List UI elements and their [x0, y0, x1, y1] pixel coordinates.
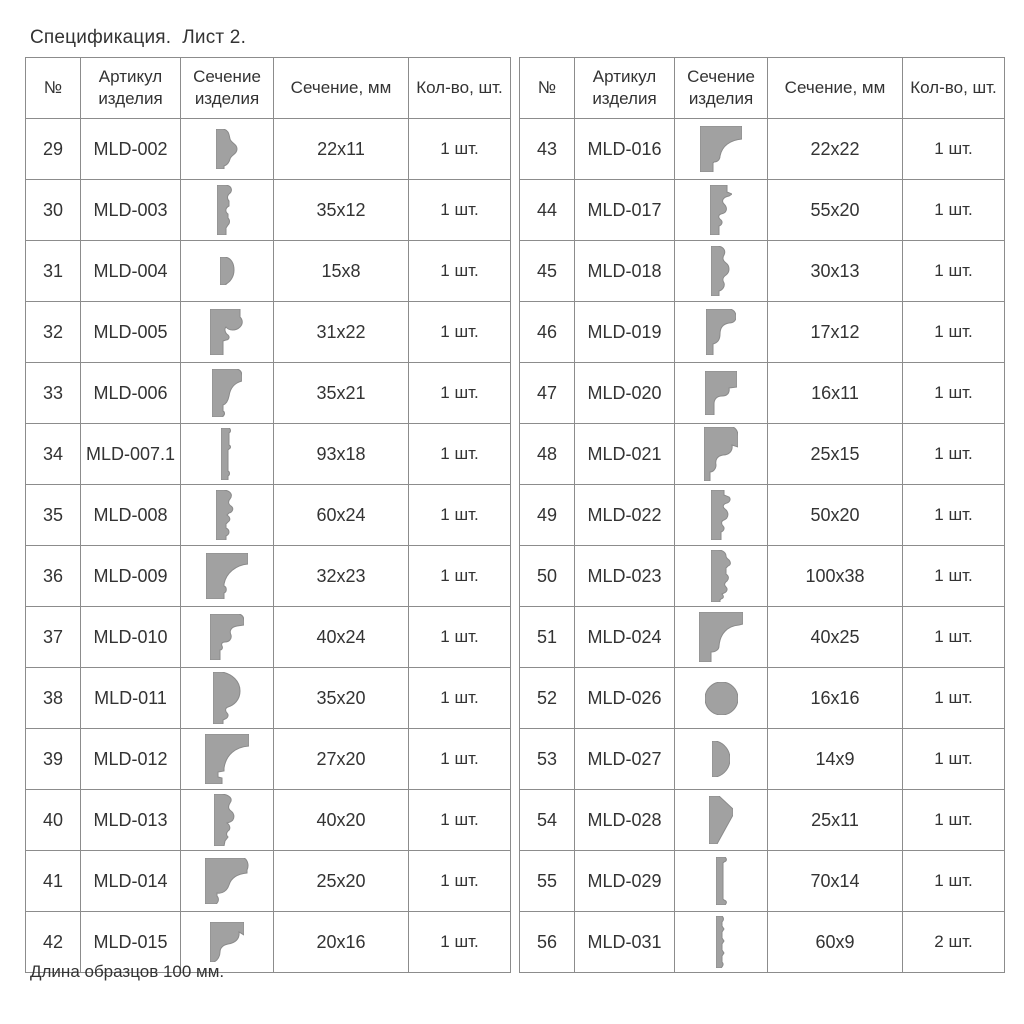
- quantity-cell: 1 шт.: [903, 851, 1005, 912]
- row-number-cell: 48: [520, 424, 575, 485]
- row-number-cell: 56: [520, 912, 575, 973]
- article-cell: MLD-011: [81, 668, 181, 729]
- row-number-cell: 53: [520, 729, 575, 790]
- table-row: [26, 668, 511, 729]
- article-cell: MLD-024: [575, 607, 675, 668]
- profile-mld-002-icon: [216, 129, 238, 169]
- article-cell: MLD-031: [575, 912, 675, 973]
- table-row: [26, 302, 511, 363]
- article-cell: MLD-026: [575, 668, 675, 729]
- profile-mld-011-icon: [213, 672, 241, 724]
- table-row: [520, 912, 1005, 973]
- article-cell: MLD-027: [575, 729, 675, 790]
- table-row: [520, 485, 1005, 546]
- section-size-cell: 20x16: [274, 912, 409, 973]
- profile-cell: [675, 241, 768, 302]
- profile-cell: [675, 485, 768, 546]
- profile-cell: [181, 668, 274, 729]
- article-cell: MLD-006: [81, 363, 181, 424]
- row-number-cell: 37: [26, 607, 81, 668]
- article-cell: MLD-005: [81, 302, 181, 363]
- profile-cell: [675, 729, 768, 790]
- table-row: [26, 607, 511, 668]
- profile-mld-028-icon: [709, 796, 733, 844]
- profile-cell: [675, 546, 768, 607]
- section-size-cell: 40x25: [768, 607, 903, 668]
- table-row: [26, 363, 511, 424]
- row-number-cell: 52: [520, 668, 575, 729]
- row-number-cell: 45: [520, 241, 575, 302]
- quantity-cell: 1 шт.: [903, 790, 1005, 851]
- section-size-cell: 25x15: [768, 424, 903, 485]
- section-size-cell: 40x20: [274, 790, 409, 851]
- profile-cell: [675, 424, 768, 485]
- quantity-cell: 1 шт.: [903, 241, 1005, 302]
- section-size-cell: 25x20: [274, 851, 409, 912]
- row-number-cell: 51: [520, 607, 575, 668]
- table-row: [26, 546, 511, 607]
- quantity-cell: 1 шт.: [409, 241, 511, 302]
- row-number-cell: 33: [26, 363, 81, 424]
- profile-mld-031-icon: [716, 916, 726, 968]
- quantity-cell: 1 шт.: [409, 607, 511, 668]
- footer-note: Длина образцов 100 мм.: [30, 962, 225, 981]
- column-header-number: №: [520, 58, 575, 119]
- profile-cell: [181, 607, 274, 668]
- table-row: [520, 363, 1005, 424]
- article-cell: MLD-023: [575, 546, 675, 607]
- profile-cell: [675, 119, 768, 180]
- row-number-cell: 30: [26, 180, 81, 241]
- article-cell: MLD-004: [81, 241, 181, 302]
- row-number-cell: 35: [26, 485, 81, 546]
- article-cell: MLD-013: [81, 790, 181, 851]
- profile-mld-026-icon: [705, 682, 738, 715]
- section-size-cell: 35x20: [274, 668, 409, 729]
- row-number-cell: 54: [520, 790, 575, 851]
- section-size-cell: 14x9: [768, 729, 903, 790]
- profile-mld-003-icon: [217, 185, 237, 235]
- quantity-cell: 1 шт.: [409, 851, 511, 912]
- section-size-cell: 35x21: [274, 363, 409, 424]
- section-size-cell: 16x11: [768, 363, 903, 424]
- table-row: [520, 546, 1005, 607]
- section-size-cell: 60x24: [274, 485, 409, 546]
- article-cell: MLD-014: [81, 851, 181, 912]
- profile-mld-024-icon: [699, 612, 743, 662]
- row-number-cell: 40: [26, 790, 81, 851]
- row-number-cell: 42: [26, 912, 81, 973]
- profile-cell: [675, 851, 768, 912]
- profile-mld-023-icon: [711, 550, 731, 602]
- profile-mld-010-icon: [210, 614, 244, 660]
- row-number-cell: 29: [26, 119, 81, 180]
- column-header-qty: Кол-во, шт.: [409, 58, 511, 119]
- quantity-cell: 1 шт.: [903, 180, 1005, 241]
- quantity-cell: 1 шт.: [409, 180, 511, 241]
- column-header-section: Сечение, мм: [768, 58, 903, 119]
- row-number-cell: 41: [26, 851, 81, 912]
- row-number-cell: 43: [520, 119, 575, 180]
- row-number-cell: 31: [26, 241, 81, 302]
- profile-cell: [181, 485, 274, 546]
- article-cell: MLD-029: [575, 851, 675, 912]
- spec-table-right: [519, 57, 1005, 973]
- table-row: [26, 729, 511, 790]
- quantity-cell: 1 шт.: [903, 485, 1005, 546]
- section-size-cell: 25x11: [768, 790, 903, 851]
- quantity-cell: 1 шт.: [409, 119, 511, 180]
- section-size-cell: 35x12: [274, 180, 409, 241]
- table-row: [520, 607, 1005, 668]
- article-cell: MLD-019: [575, 302, 675, 363]
- profile-cell: [181, 119, 274, 180]
- quantity-cell: 1 шт.: [409, 485, 511, 546]
- article-cell: MLD-012: [81, 729, 181, 790]
- quantity-cell: 1 шт.: [409, 363, 511, 424]
- section-size-cell: 100x38: [768, 546, 903, 607]
- column-header-article: Артикул изделия: [575, 58, 675, 119]
- profile-mld-012-icon: [205, 734, 249, 784]
- quantity-cell: 2 шт.: [903, 912, 1005, 973]
- column-header-profile: Сечение изделия: [675, 58, 768, 119]
- profile-cell: [181, 302, 274, 363]
- table-row: [520, 790, 1005, 851]
- column-header-number: №: [26, 58, 81, 119]
- profile-mld-021-icon: [704, 427, 738, 481]
- profile-cell: [675, 302, 768, 363]
- quantity-cell: 1 шт.: [903, 119, 1005, 180]
- row-number-cell: 47: [520, 363, 575, 424]
- quantity-cell: 1 шт.: [903, 668, 1005, 729]
- row-number-cell: 49: [520, 485, 575, 546]
- profile-cell: [675, 363, 768, 424]
- article-cell: MLD-007.1: [81, 424, 181, 485]
- profile-mld-016-icon: [700, 126, 742, 172]
- column-header-qty: Кол-во, шт.: [903, 58, 1005, 119]
- row-number-cell: 44: [520, 180, 575, 241]
- section-size-cell: 32x23: [274, 546, 409, 607]
- profile-mld-022-icon: [711, 490, 731, 540]
- table-row: [26, 424, 511, 485]
- quantity-cell: 1 шт.: [409, 668, 511, 729]
- profile-mld-027-icon: [712, 741, 730, 777]
- table-row: [520, 851, 1005, 912]
- quantity-cell: 1 шт.: [903, 302, 1005, 363]
- article-cell: MLD-009: [81, 546, 181, 607]
- profile-mld-005-icon: [210, 309, 244, 355]
- profile-cell: [181, 363, 274, 424]
- article-cell: MLD-010: [81, 607, 181, 668]
- profile-cell: [181, 546, 274, 607]
- profile-mld-009-icon: [206, 553, 248, 599]
- section-size-cell: 31x22: [274, 302, 409, 363]
- section-size-cell: 93x18: [274, 424, 409, 485]
- table-row: [26, 180, 511, 241]
- spec-tables: [25, 57, 1005, 973]
- quantity-cell: 1 шт.: [409, 546, 511, 607]
- profile-mld-007-1-icon: [221, 428, 233, 480]
- quantity-cell: 1 шт.: [903, 607, 1005, 668]
- profile-cell: [675, 180, 768, 241]
- column-header-section: Сечение, мм: [274, 58, 409, 119]
- article-cell: MLD-022: [575, 485, 675, 546]
- column-header-profile: Сечение изделия: [181, 58, 274, 119]
- table-row: [520, 241, 1005, 302]
- article-cell: MLD-003: [81, 180, 181, 241]
- row-number-cell: 38: [26, 668, 81, 729]
- section-size-cell: 30x13: [768, 241, 903, 302]
- table-row: [26, 485, 511, 546]
- article-cell: MLD-016: [575, 119, 675, 180]
- header-row: [26, 58, 511, 119]
- quantity-cell: 1 шт.: [409, 302, 511, 363]
- table-row: [26, 790, 511, 851]
- quantity-cell: 1 шт.: [409, 790, 511, 851]
- header-row: [520, 58, 1005, 119]
- article-cell: MLD-021: [575, 424, 675, 485]
- quantity-cell: 1 шт.: [409, 912, 511, 973]
- article-cell: MLD-028: [575, 790, 675, 851]
- profile-cell: [181, 241, 274, 302]
- profile-mld-004-icon: [220, 257, 235, 285]
- profile-cell: [675, 668, 768, 729]
- article-cell: MLD-017: [575, 180, 675, 241]
- table-row: [520, 729, 1005, 790]
- row-number-cell: 50: [520, 546, 575, 607]
- quantity-cell: 1 шт.: [409, 729, 511, 790]
- profile-cell: [181, 790, 274, 851]
- section-size-cell: 55x20: [768, 180, 903, 241]
- row-number-cell: 46: [520, 302, 575, 363]
- section-size-cell: 22x11: [274, 119, 409, 180]
- section-size-cell: 15x8: [274, 241, 409, 302]
- page-title: Спецификация. Лист 2.: [30, 27, 247, 48]
- quantity-cell: 1 шт.: [903, 546, 1005, 607]
- article-cell: MLD-008: [81, 485, 181, 546]
- table-row: [26, 241, 511, 302]
- table-row: [520, 424, 1005, 485]
- article-cell: MLD-002: [81, 119, 181, 180]
- row-number-cell: 32: [26, 302, 81, 363]
- section-size-cell: 27x20: [274, 729, 409, 790]
- section-size-cell: 22x22: [768, 119, 903, 180]
- quantity-cell: 1 шт.: [903, 424, 1005, 485]
- profile-cell: [675, 607, 768, 668]
- profile-mld-029-icon: [716, 857, 727, 905]
- profile-mld-014-icon: [205, 858, 249, 904]
- profile-mld-013-icon: [214, 794, 240, 846]
- table-row: [26, 851, 511, 912]
- profile-cell: [675, 790, 768, 851]
- row-number-cell: 55: [520, 851, 575, 912]
- table-row: [520, 302, 1005, 363]
- profile-mld-020-icon: [705, 371, 737, 415]
- column-header-article: Артикул изделия: [81, 58, 181, 119]
- article-cell: MLD-018: [575, 241, 675, 302]
- profile-cell: [181, 424, 274, 485]
- section-size-cell: 70x14: [768, 851, 903, 912]
- profile-cell: [181, 180, 274, 241]
- profile-mld-017-icon: [710, 185, 732, 235]
- table-row: [520, 668, 1005, 729]
- profile-mld-018-icon: [711, 246, 731, 296]
- profile-mld-008-icon: [216, 490, 238, 540]
- quantity-cell: 1 шт.: [903, 363, 1005, 424]
- section-size-cell: 17x12: [768, 302, 903, 363]
- profile-cell: [181, 729, 274, 790]
- profile-mld-019-icon: [706, 309, 736, 355]
- quantity-cell: 1 шт.: [409, 424, 511, 485]
- row-number-cell: 39: [26, 729, 81, 790]
- profile-cell: [181, 851, 274, 912]
- section-size-cell: 40x24: [274, 607, 409, 668]
- section-size-cell: 60x9: [768, 912, 903, 973]
- section-size-cell: 50x20: [768, 485, 903, 546]
- table-row: [520, 180, 1005, 241]
- row-number-cell: 36: [26, 546, 81, 607]
- profile-cell: [675, 912, 768, 973]
- spec-table-left: [25, 57, 511, 973]
- row-number-cell: 34: [26, 424, 81, 485]
- profile-mld-006-icon: [212, 369, 242, 417]
- section-size-cell: 16x16: [768, 668, 903, 729]
- article-cell: MLD-015: [81, 912, 181, 973]
- profile-mld-015-icon: [210, 922, 244, 962]
- quantity-cell: 1 шт.: [903, 729, 1005, 790]
- article-cell: MLD-020: [575, 363, 675, 424]
- table-row: [520, 119, 1005, 180]
- table-row: [26, 119, 511, 180]
